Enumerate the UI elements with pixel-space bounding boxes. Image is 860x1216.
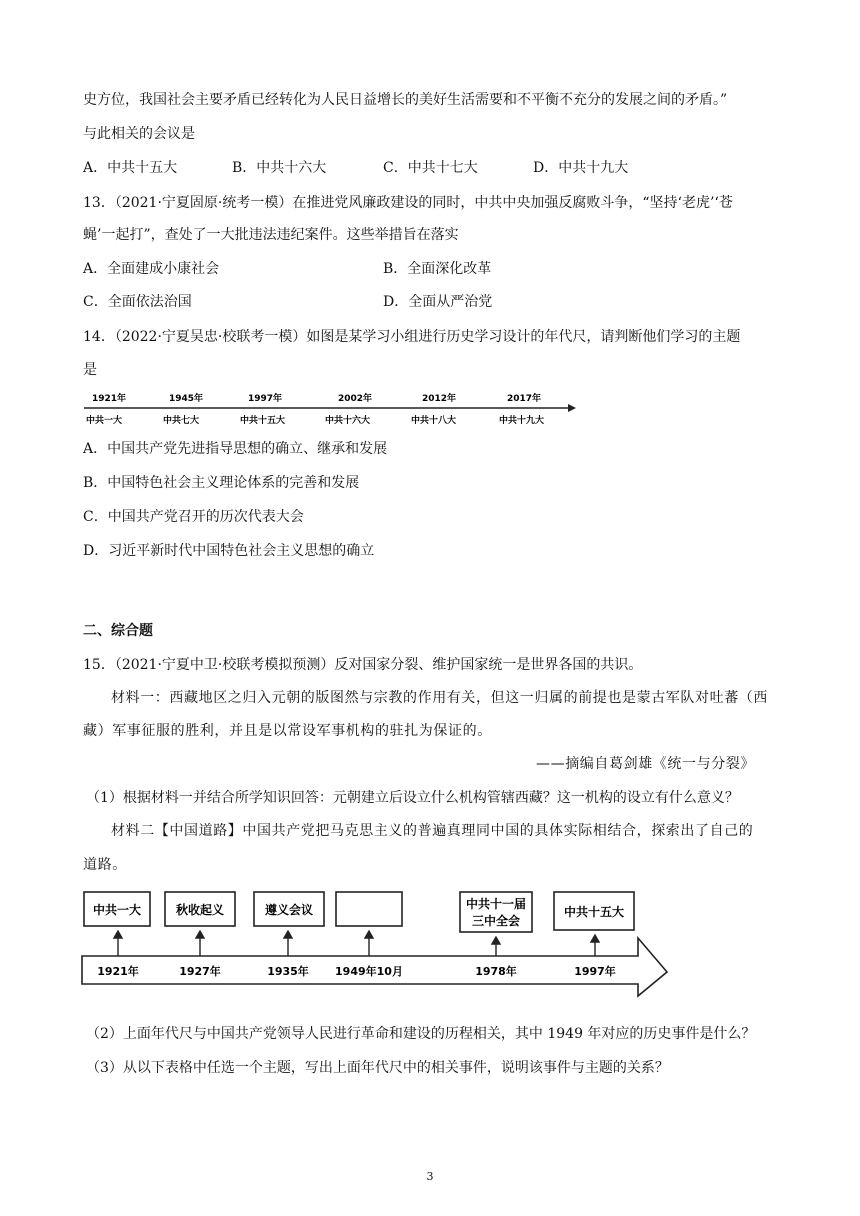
q15-source-citation: ——摘编自葛剑雄《统一与分裂》: [536, 756, 755, 772]
q12-option-d[interactable]: D．中共十九大: [533, 160, 629, 176]
q15-material2-line2: 道路。: [83, 857, 127, 873]
q14-event-2: 中共七大: [163, 416, 200, 426]
q14-year-2002: 2002年: [338, 394, 373, 404]
q14-year-1945: 1945年: [169, 394, 204, 404]
q14-option-d[interactable]: D．习近平新时代中国特色社会主义思想的确立: [83, 543, 375, 559]
q15-event-5-line2: 三中全会: [471, 914, 521, 928]
q15-subquestion-2: （2）上面年代尺与中国共产党领导人民进行革命和建设的历程相关，其中 1949 年对应的历史事件是什么？: [86, 1026, 756, 1042]
q15-subquestion-1: （1）根据材料一并结合所学知识回答：元朝建立后设立什么机构管辖西藏？这一机构的设立有什么意义？: [86, 790, 739, 806]
q14-year-2017: 2017年: [507, 394, 542, 404]
q13-option-b[interactable]: B．全面深化改革: [383, 261, 492, 277]
q14-event-1: 中共一大: [86, 416, 123, 426]
section-heading: 二、综合题: [83, 623, 153, 639]
q14-option-a[interactable]: A．中国共产党先进指导思想的确立、继承和发展: [83, 441, 388, 457]
q13-stem-line1: 13．（2021·宁夏固原·统考一模）在推进党风廉政建设的同时，中共中央加强反腐败斗争，“坚持‘老虎’‘苍: [83, 195, 733, 211]
q14-year-2012: 2012年: [422, 394, 457, 404]
q14-timeline-arrowhead: [568, 404, 576, 412]
page-number: 3: [426, 1170, 434, 1183]
q15-pointer-arrows: [114, 931, 599, 956]
q12-stem-line1: 史方位，我国社会主要矛盾已经转化为人民日益增长的美好生活需要和不平衡不充分的发展之间的矛盾。”: [83, 92, 728, 108]
q15-timeline-figure: [78, 888, 670, 1000]
q15-event-3: 遵义会议: [264, 903, 314, 917]
q15-stem: 15．（2021·宁夏中卫·校联考模拟预测）反对国家分裂、维护国家统一是世界各国的共识。: [83, 657, 643, 673]
q15-subquestion-3: （3）从以下表格中任选一个主题，写出上面年代尺中的相关事件，说明该事件与主题的关系？: [86, 1060, 669, 1076]
q13-option-c[interactable]: C．全面依法治国: [83, 294, 192, 310]
q15-event-box-blank[interactable]: [336, 892, 402, 926]
q14-event-3: 中共十五大: [240, 416, 286, 426]
q15-material1-line1: 材料一：西藏地区之归入元朝的版图然与宗教的作用有关，但这一归属的前提也是蒙古军队对吐蕃（西: [111, 690, 768, 706]
q13-option-a[interactable]: A．全面建成小康社会: [83, 261, 220, 277]
q15-material1-line2: 藏）军事征服的胜利，并且是以常设军事机构的驻扎为保证的。: [83, 723, 492, 739]
q12-stem-line2: 与此相关的会议是: [83, 126, 195, 142]
q14-event-4: 中共十六大: [325, 416, 371, 426]
q13-option-d[interactable]: D．全面从严治党: [383, 294, 493, 310]
q14-event-5: 中共十八大: [411, 416, 457, 426]
q12-option-c[interactable]: C．中共十七大: [383, 160, 478, 176]
q15-event-5-line1: 中共十一届: [465, 897, 527, 911]
q15-material2-line1: 材料二【中国道路】中国共产党把马克思主义的普遍真理同中国的具体实际相结合，探索出了自己的: [111, 823, 754, 839]
q15-event-2: 秋收起义: [175, 903, 225, 917]
q13-stem-line2: 蝇’一起打”，查处了一大批违法违纪案件。这些举措旨在落实: [83, 227, 459, 243]
q14-stem-line1: 14．（2022·宁夏吴忠·校联考一模）如图是某学习小组进行历史学习设计的年代尺，请判断他们学习的主题: [83, 329, 741, 345]
q14-event-6: 中共十九大: [499, 416, 545, 426]
q15-year-1949: 1949年10月: [335, 965, 403, 978]
q14-stem-line2: 是: [83, 362, 97, 378]
q15-year-1978: 1978年: [475, 965, 517, 978]
q15-year-1921: 1921年: [97, 965, 139, 978]
q15-event-6: 中共十五大: [563, 905, 625, 919]
q15-year-1935: 1935年: [267, 965, 309, 978]
q14-timeline-figure: [84, 390, 580, 430]
q15-year-1927: 1927年: [179, 965, 221, 978]
q14-option-c[interactable]: C．中国共产党召开的历次代表大会: [83, 509, 304, 525]
q14-option-b[interactable]: B．中国特色社会主义理论体系的完善和发展: [83, 475, 360, 491]
q14-year-1921: 1921年: [92, 394, 127, 404]
q15-event-1: 中共一大: [92, 903, 142, 917]
q12-option-a[interactable]: A．中共十五大: [83, 160, 178, 176]
q12-option-b[interactable]: B．中共十六大: [232, 160, 327, 176]
q15-year-1997: 1997年: [574, 965, 616, 978]
q14-year-1997: 1997年: [248, 394, 283, 404]
